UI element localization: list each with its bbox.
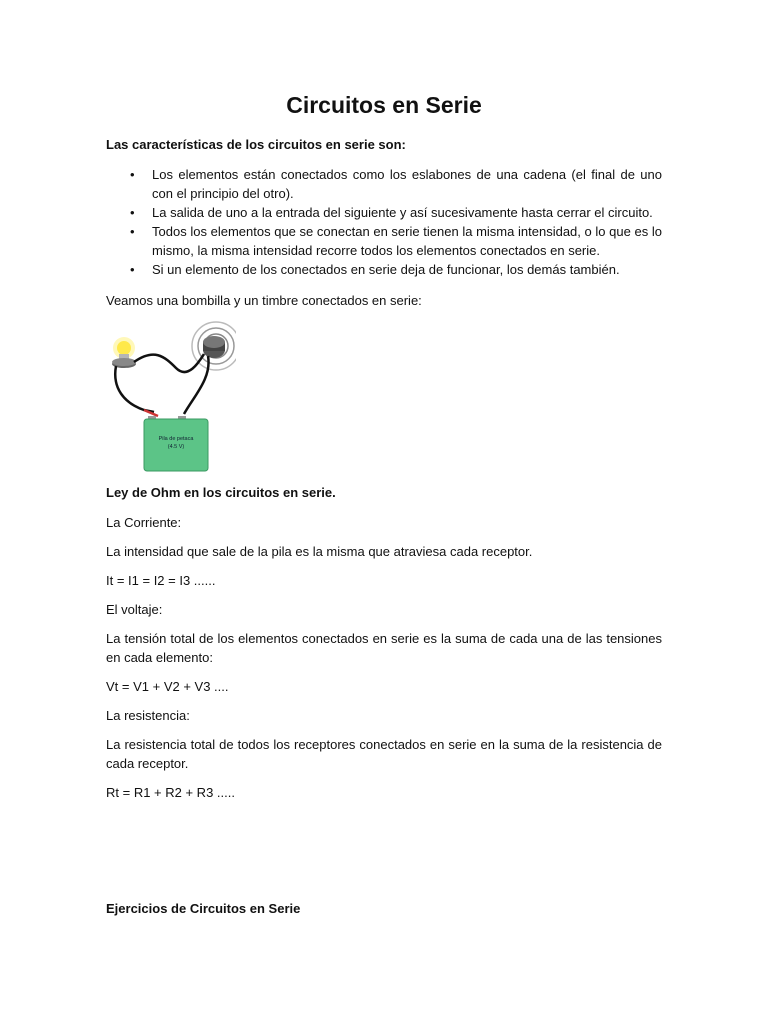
exercises-heading: Ejercicios de Circuitos en Serie bbox=[106, 901, 301, 916]
list-item-text: Si un elemento de los conectados en serie deja de funcionar, los demás también. bbox=[152, 262, 620, 277]
resistance-label: La resistencia: bbox=[106, 708, 190, 723]
page-title: Circuitos en Serie bbox=[286, 92, 482, 118]
example-text: Veamos una bombilla y un timbre conectados en serie: bbox=[106, 293, 422, 308]
current-label: La Corriente: bbox=[106, 515, 182, 530]
series-circuit-figure bbox=[104, 318, 236, 474]
current-text: La intensidad que sale de la pila es la misma que atraviesa cada receptor. bbox=[106, 544, 533, 559]
voltage-formula: Vt = V1 + V2 + V3 .... bbox=[106, 679, 229, 694]
list-item-text: Los elementos están conectados como los eslabones de una cadena (el final de uno con el principio del otro). bbox=[152, 167, 662, 201]
list-item bbox=[106, 260, 662, 279]
list-item-text: Todos los elementos que se conectan en serie tienen la misma intensidad, o lo que es lo mismo, la misma intensidad recorre todos los elementos conectados en serie. bbox=[152, 224, 662, 258]
battery-label: Pila de petaca bbox=[158, 436, 194, 442]
battery-icon bbox=[144, 416, 208, 471]
light-bulb-icon bbox=[112, 337, 136, 368]
list-item bbox=[106, 165, 662, 203]
list-item bbox=[106, 222, 662, 260]
bullet-icon: • bbox=[130, 167, 135, 182]
resistance-formula: Rt = R1 + R2 + R3 ..... bbox=[106, 785, 235, 800]
bullet-icon: • bbox=[130, 262, 135, 277]
intro-heading: Las características de los circuitos en serie son: bbox=[106, 137, 406, 152]
current-formula: It = I1 = I2 = I3 ...... bbox=[106, 573, 216, 588]
bullet-icon: • bbox=[130, 224, 135, 239]
bullet-icon: • bbox=[130, 205, 135, 220]
voltage-label: El voltaje: bbox=[106, 602, 163, 617]
characteristics-list bbox=[106, 165, 662, 279]
list-item bbox=[106, 203, 662, 222]
battery-voltage-label: (4.5 V) bbox=[167, 444, 185, 450]
list-item-text: La salida de uno a la entrada del siguiente y así sucesivamente hasta cerrar el circuito. bbox=[152, 205, 653, 220]
ohm-heading: Ley de Ohm en los circuitos en serie. bbox=[106, 485, 336, 500]
voltage-text: La tensión total de los elementos conectados en serie es la suma de cada una de las tensiones en cada elemento: bbox=[106, 631, 662, 665]
resistance-text: La resistencia total de todos los receptores conectados en serie en la suma de la resistencia de cada receptor. bbox=[106, 737, 662, 771]
